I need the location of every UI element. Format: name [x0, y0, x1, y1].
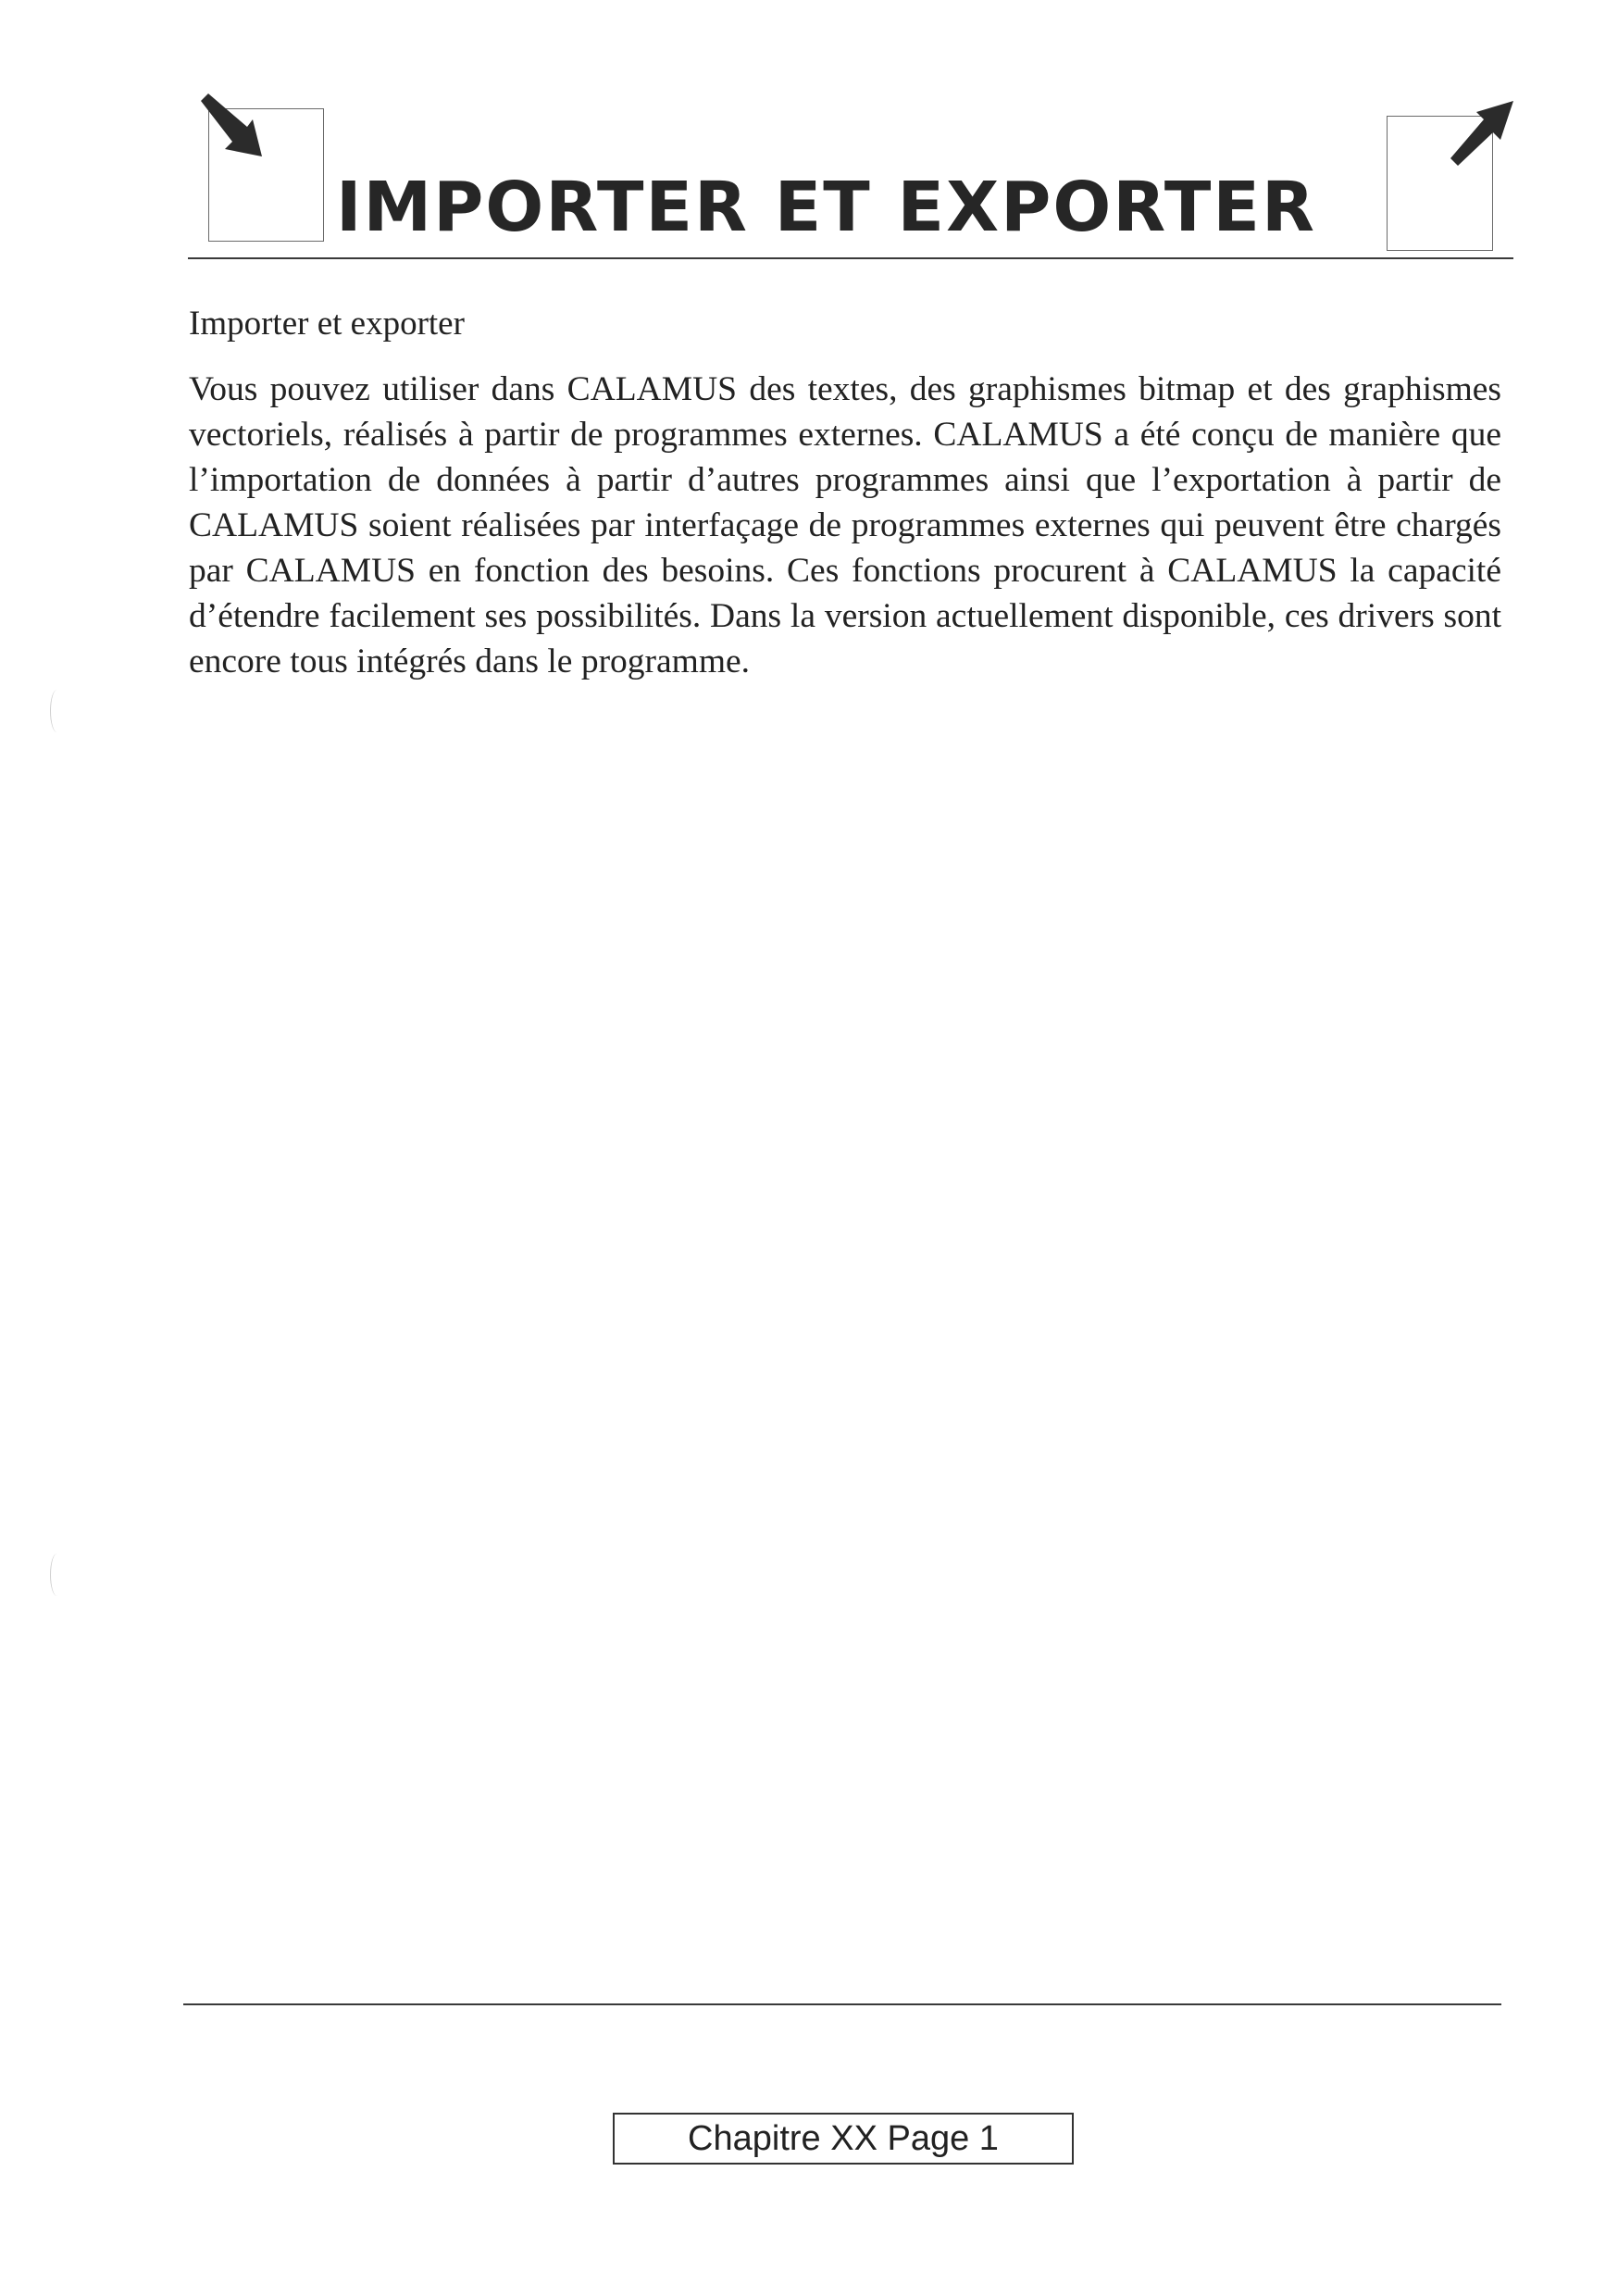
arrow-out-of-box-icon: [1443, 95, 1519, 171]
chapter-header: [188, 88, 1513, 262]
section-title: Importer et exporter: [189, 305, 465, 343]
page-number-label: Chapitre XX Page 1: [613, 2113, 1074, 2165]
chapter-title: IMPORTER ET EXPORTER: [336, 168, 1316, 247]
body-paragraph: Vous pouvez utiliser dans CALAMUS des textes, des graphismes bitmap et des graphismes vectoriels, réalisés à partir de programmes externes. CALAMUS a été conçu de manière que l’importation de données à partir d’autres programmes ainsi que l’exportation à partir de CALAMUS soient réalisées par interfaçage de programmes externes qui peuvent être chargés par CALAMUS en fonction des besoins. Ces fonctions procurent à CALAMUS la capacité d’étendre facilement ses possibilités. Dans la version actuellement disponible, ces drivers sont encore tous intégrés dans le programme.: [189, 370, 1501, 680]
footer-divider: [183, 2003, 1501, 2005]
arrow-into-box-icon: [195, 88, 271, 164]
margin-mark: [50, 690, 64, 732]
header-divider: [188, 257, 1513, 259]
margin-mark: [50, 1554, 64, 1596]
